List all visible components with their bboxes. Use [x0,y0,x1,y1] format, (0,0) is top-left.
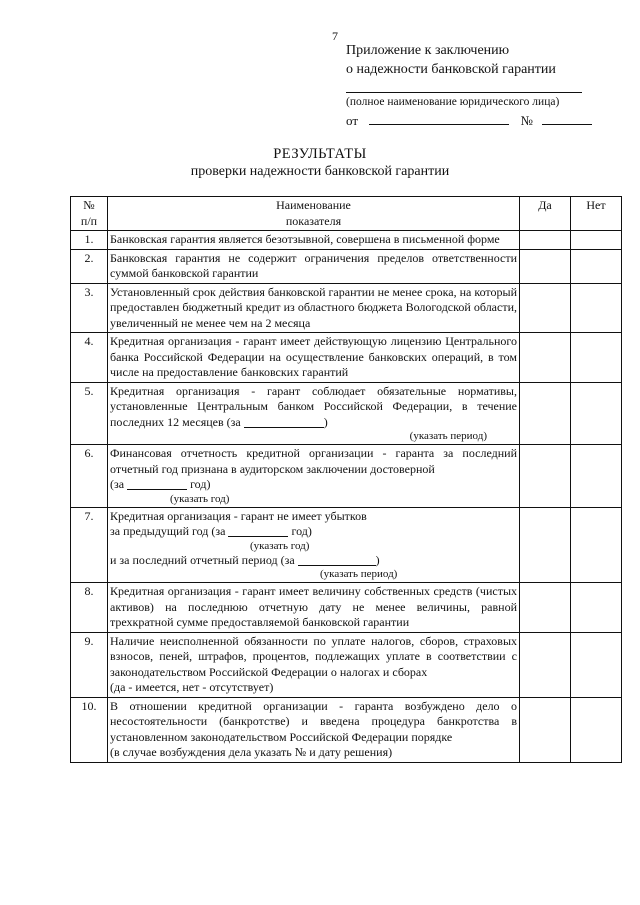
row-note: (да - имеется, нет - отсутствует) [110,680,274,694]
table-row [71,632,622,697]
row-text-end: ) [323,414,328,429]
yes-cell[interactable] [520,445,571,508]
results-table [70,196,622,763]
page-number: 7 [332,29,338,43]
year-label: за предыдущий год (за [110,524,226,538]
document-title: РЕЗУЛЬТАТЫ [273,146,367,162]
row-number: 8. [71,583,108,633]
row-number: 1. [71,231,108,250]
number-field[interactable] [542,112,592,125]
row-text [108,382,520,445]
row-text [108,632,520,697]
row-number: 10. [71,697,108,762]
table-row [71,283,622,333]
row-text: Банковская гарантия является безотзывной, совершена в письменной форме [108,231,520,250]
yes-cell[interactable] [520,382,571,445]
no-cell[interactable] [571,283,622,333]
document-subtitle: проверки надежности банковской гарантии [190,164,450,179]
row-text [108,697,520,762]
no-cell[interactable] [571,382,622,445]
header-num: № п/п [71,197,108,231]
year-line [110,524,517,540]
row-number: 3. [71,283,108,333]
row-text [108,445,520,508]
period-hint: (указать период) [409,430,487,442]
yes-cell[interactable] [520,249,571,283]
period-label-end: ) [375,552,380,567]
row-number: 2. [71,249,108,283]
appendix-line-1: Приложение к заключению [346,43,510,58]
no-cell[interactable] [571,632,622,697]
header-name: Наименование показателя [108,197,520,231]
row-text-main: Финансовая отчетность кредитной организации - гаранта за последний отчетный год признана в аудиторском заключении достоверной [110,446,517,476]
date-field[interactable] [369,112,509,125]
no-cell[interactable] [571,583,622,633]
date-number-row [346,112,592,129]
table-row [71,333,622,383]
year-field[interactable] [127,477,187,490]
year-line [110,477,517,493]
table-row [71,583,622,633]
no-cell[interactable] [571,445,622,508]
table-row [71,249,622,283]
organization-name-field[interactable] [346,92,582,93]
yes-cell[interactable] [520,583,571,633]
number-label: № [520,113,533,128]
appendix-block [346,41,606,79]
row-number: 7. [71,507,108,583]
no-cell[interactable] [571,333,622,383]
row-text: Банковская гарантия не содержит ограничения пределов ответственности суммой банковской гарантии [108,249,520,283]
row-text: Установленный срок действия банковской гарантии не менее срока, на который предоставлен бюджетный кредит из областного бюджета Вологодской области, увеличенный не менее чем на 2 месяца [108,283,520,333]
table-row [71,382,622,445]
no-cell[interactable] [571,249,622,283]
table-row [71,507,622,583]
table-row [71,231,622,250]
row-text: Кредитная организация - гарант имеет величину собственных средств (чистых активов) на последнюю отчетную дату не менее величины, равной трехкратной сумме предоставляемой банковской гарантии [108,583,520,633]
yes-cell[interactable] [520,333,571,383]
appendix-line-2: о надежности банковской гарантии [346,62,556,77]
year-label-end: год) [291,524,312,538]
period-field[interactable] [298,553,376,566]
yes-cell[interactable] [520,283,571,333]
header-no: Нет [571,197,622,231]
table-row [71,445,622,508]
year-hint: (указать год) [250,539,310,552]
no-cell[interactable] [571,697,622,762]
from-label: от [346,113,359,128]
row-text-main: Кредитная организация - гарант соблюдает обязательные нормативы, установленные Центральным банком Российской Федерации, в течение последних 12 месяцев (за [110,383,517,429]
row-text-main: Кредитная организация - гарант не имеет убытков [110,508,367,523]
row-number: 6. [71,445,108,508]
table-header-row [71,197,622,231]
yes-cell[interactable] [520,507,571,583]
row-text-main: Наличие неисполненной обязанности по уплате налогов, сборов, страховых взносов, пеней, штрафов, процентов, подлежащих уплате в соответствии с законодательством Российской Федерации о налогах и сборах [110,633,517,679]
row-text-main: В отношении кредитной организации - гаранта возбуждено дело о несостоятельности (банкротстве) и введена процедура банкротства в установленном законодательством Российской Федерации порядке [110,698,517,744]
row-number: 5. [71,382,108,445]
period-field[interactable] [244,415,324,428]
no-cell[interactable] [571,507,622,583]
no-cell[interactable] [571,231,622,250]
year-label-end: год) [190,477,211,491]
yes-cell[interactable] [520,231,571,250]
year-label: (за [110,477,125,491]
period-line [110,553,517,569]
row-note: (в случае возбуждения дела указать № и дату решения) [110,745,393,759]
row-text: Кредитная организация - гарант имеет действующую лицензию Центрального банка Российской Федерации на осуществление банковских операций, в том числе на предоставление банковских гарантий [108,333,520,383]
row-number: 4. [71,333,108,383]
row-number: 9. [71,632,108,697]
row-text [108,507,520,583]
year-field[interactable] [228,524,288,537]
period-label: и за последний отчетный период (за [110,552,295,567]
header-yes: Да [520,197,571,231]
organization-name-hint: (полное наименование юридического лица) [346,96,560,108]
year-hint: (указать год) [170,492,230,505]
period-hint: (указать период) [320,568,398,580]
yes-cell[interactable] [520,632,571,697]
table-row [71,697,622,762]
yes-cell[interactable] [520,697,571,762]
